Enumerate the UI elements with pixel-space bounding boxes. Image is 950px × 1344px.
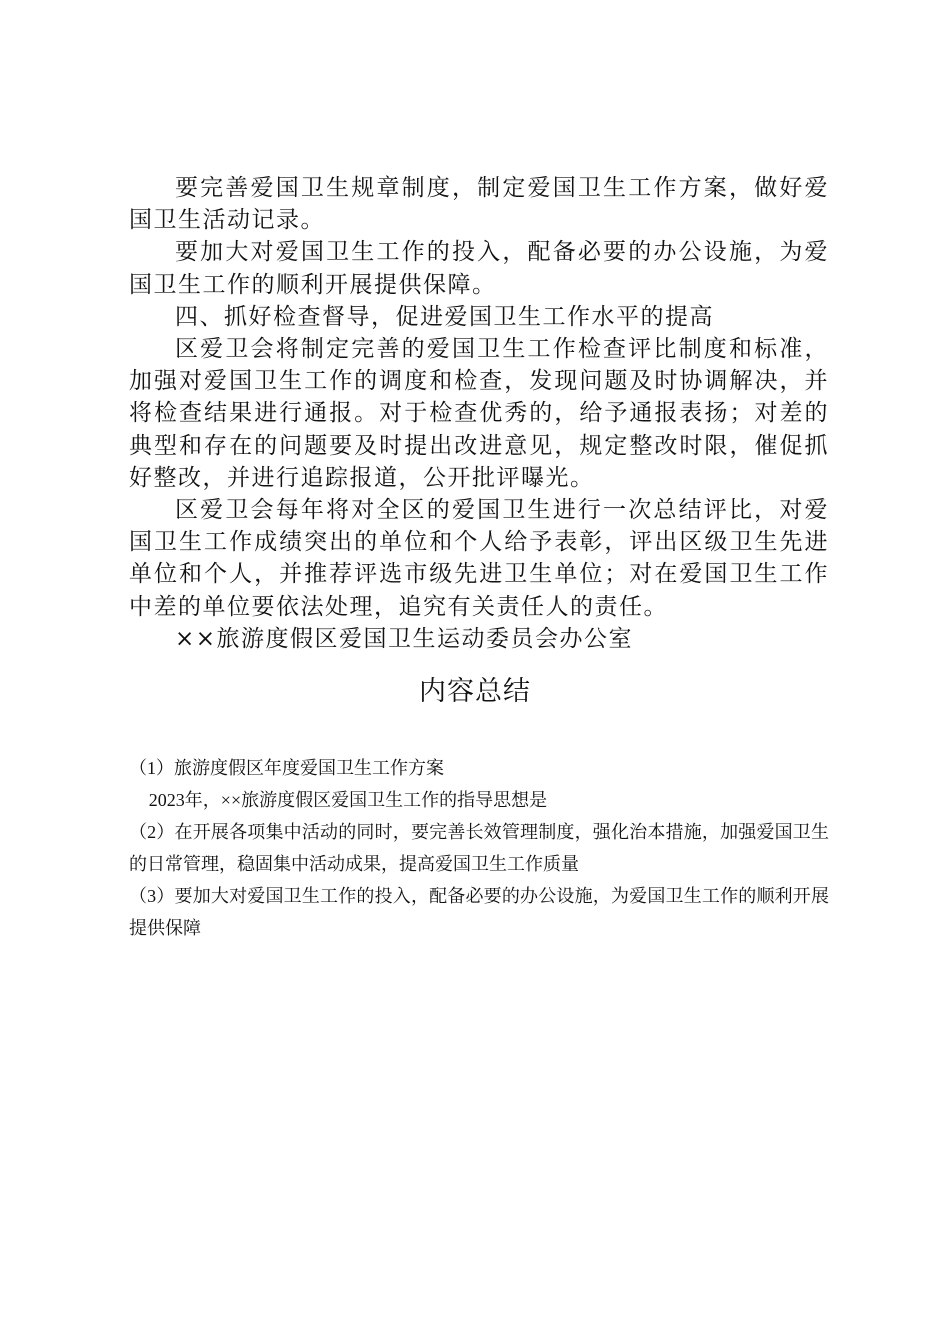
summary-item-1: （1）旅游度假区年度爱国卫生工作方案 [129, 758, 444, 778]
summary-title: 内容总结 [419, 676, 531, 707]
paragraph-annual-evaluation: 区爱卫会每年将对全区的爱国卫生进行一次总结评比，对爱国卫生工作成绩突出的单位和个人给予表彰，评出区级卫生先进单位和个人，并推荐评选市级先进卫生单位；对在爱国卫生工作中差的单位要依法处理，追究有关责任人的责任。 [129, 497, 829, 620]
section-heading-inspection: 四、抓好检查督导，促进爱国卫生工作水平的提高 [175, 303, 714, 330]
issuing-office: ××旅游度假区爱国卫生运动委员会办公室 [175, 625, 634, 652]
paragraph-investment: 要加大对爱国卫生工作的投入，配备必要的办公设施，为爱国卫生工作的顺利开展提供保障。 [129, 239, 829, 298]
document-body [129, 172, 829, 655]
summary-item-guiding-thought: 2023年，××旅游度假区爱国卫生工作的指导思想是 [148, 790, 548, 810]
summary-item-2: （2）在开展各项集中活动的同时，要完善长效管理制度，强化治本措施，加强爱国卫生的日常管理，稳固集中活动成果，提高爱国卫生工作质量 [129, 822, 829, 874]
paragraph-inspection-standards: 区爱卫会将制定完善的爱国卫生工作检查评比制度和标准，加强对爱国卫生工作的调度和检查，发现问题及时协调解决，并将检查结果进行通报。对于检查优秀的，给予通报表扬；对差的典型和存在的问题要及时提出改进意见，规定整改时限，催促抓好整改，并进行追踪报道，公开批评曝光。 [129, 336, 829, 491]
summary-item-3: （3）要加大对爱国卫生工作的投入，配备必要的办公设施，为爱国卫生工作的顺利开展提供保障 [129, 886, 829, 938]
paragraph-regulations: 要完善爱国卫生规章制度，制定爱国卫生工作方案，做好爱国卫生活动记录。 [129, 175, 829, 234]
summary-section [129, 752, 829, 944]
